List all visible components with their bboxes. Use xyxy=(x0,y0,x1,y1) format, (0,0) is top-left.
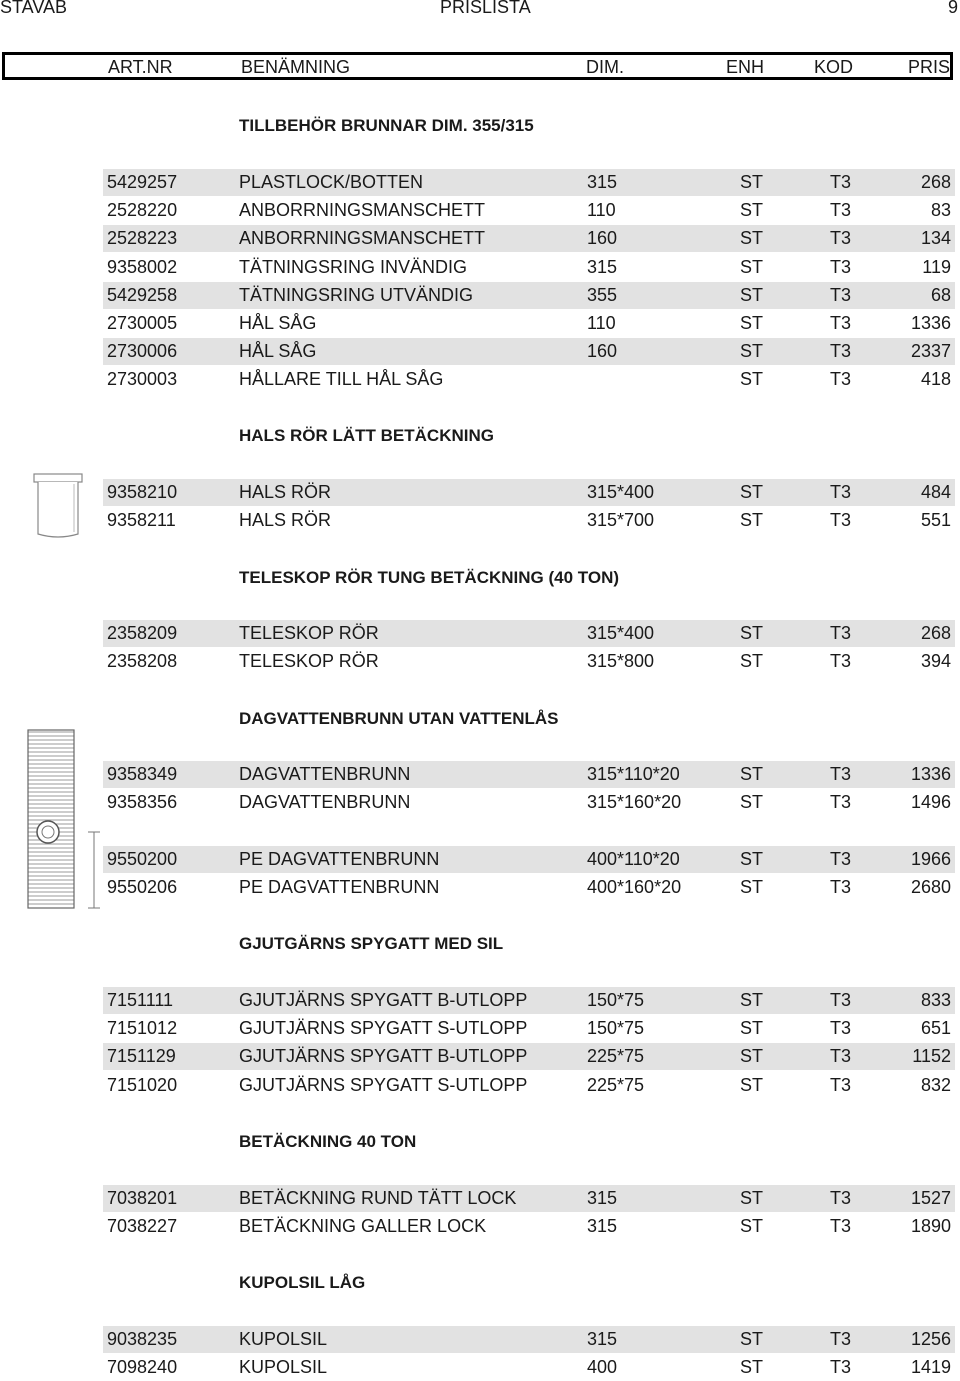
cell-dim: 315*400 xyxy=(587,482,655,502)
cell-kod: T3 xyxy=(830,1329,852,1349)
cell-name: BETÄCKNING RUND TÄTT LOCK xyxy=(239,1188,517,1208)
cell-pris: 268 xyxy=(920,623,951,643)
cell-art: 7098240 xyxy=(107,1357,178,1377)
cell-name: HÅL SÅG xyxy=(239,341,317,361)
cell-enh: ST xyxy=(740,792,764,812)
cell-kod: T3 xyxy=(830,1188,852,1208)
cell-name: ANBORRNINGSMANSCHETT xyxy=(239,200,486,220)
cell-pris: 484 xyxy=(920,482,951,502)
company-name: STAVAB xyxy=(0,0,68,17)
header-kod: KOD xyxy=(814,57,854,77)
cell-kod: T3 xyxy=(830,849,852,869)
gully-well-illustration xyxy=(20,726,102,912)
cell-art: 2528223 xyxy=(107,228,178,248)
cell-pris: 134 xyxy=(920,228,951,248)
cell-kod: T3 xyxy=(830,172,852,192)
cell-pris: 832 xyxy=(920,1075,951,1095)
page-number: 9 xyxy=(948,0,959,17)
cell-kod: T3 xyxy=(830,1357,852,1377)
table-row xyxy=(103,366,955,393)
cell-name: HÅL SÅG xyxy=(239,313,317,333)
cell-art: 9358211 xyxy=(107,510,176,530)
cell-name: GJUTJÄRNS SPYGATT B-UTLOPP xyxy=(239,1046,528,1066)
cell-pris: 1336 xyxy=(910,313,951,333)
cell-enh: ST xyxy=(740,877,764,897)
table-row xyxy=(103,1072,955,1099)
cell-enh: ST xyxy=(740,1329,764,1349)
cell-enh: ST xyxy=(740,369,764,389)
cell-dim: 150*75 xyxy=(587,1018,645,1038)
cell-pris: 1890 xyxy=(910,1216,951,1236)
table-row xyxy=(103,507,955,534)
table-row xyxy=(103,761,955,788)
table-row xyxy=(103,225,955,252)
cell-kod: T3 xyxy=(830,1018,852,1038)
cell-pris: 2337 xyxy=(910,341,951,361)
cell-dim: 315*800 xyxy=(587,651,655,671)
cell-art: 7151012 xyxy=(107,1018,178,1038)
cell-art: 2730005 xyxy=(107,313,178,333)
cell-art: 2730006 xyxy=(107,341,178,361)
cell-kod: T3 xyxy=(830,623,852,643)
cell-art: 5429257 xyxy=(107,172,178,192)
section-title: HALS RÖR LÄTT BETÄCKNING xyxy=(239,426,494,445)
cell-kod: T3 xyxy=(830,285,852,305)
cell-dim: 315 xyxy=(587,257,618,277)
table-row xyxy=(103,197,955,224)
cell-pris: 418 xyxy=(920,369,951,389)
cell-kod: T3 xyxy=(830,990,852,1010)
section-title: DAGVATTENBRUNN UTAN VATTENLÅS xyxy=(239,709,559,728)
table-row xyxy=(103,169,955,196)
document-title: PRISLISTA xyxy=(440,0,531,17)
cell-enh: ST xyxy=(740,1216,764,1236)
table-row xyxy=(103,648,955,675)
cell-enh: ST xyxy=(740,990,764,1010)
cell-enh: ST xyxy=(740,1075,764,1095)
cell-art: 9550200 xyxy=(107,849,178,869)
cell-kod: T3 xyxy=(830,651,852,671)
cell-kod: T3 xyxy=(830,228,852,248)
cell-kod: T3 xyxy=(830,1216,852,1236)
cell-name: ANBORRNINGSMANSCHETT xyxy=(239,228,486,248)
section-title: GJUTGÄRNS SPYGATT MED SIL xyxy=(239,934,504,953)
cell-enh: ST xyxy=(740,482,764,502)
cell-pris: 119 xyxy=(922,257,951,277)
cell-name: PLASTLOCK/BOTTEN xyxy=(239,172,424,192)
cell-pris: 1527 xyxy=(910,1188,951,1208)
cell-art: 7151020 xyxy=(107,1075,178,1095)
cell-kod: T3 xyxy=(830,792,852,812)
cell-name: HALS RÖR xyxy=(239,510,332,530)
cell-kod: T3 xyxy=(830,1046,852,1066)
cell-kod: T3 xyxy=(830,764,852,784)
cell-enh: ST xyxy=(740,257,764,277)
section-title: KUPOLSIL LÅG xyxy=(239,1273,366,1292)
cell-dim: 400 xyxy=(587,1357,618,1377)
cell-dim: 160 xyxy=(587,228,618,248)
cell-dim: 315 xyxy=(587,1188,618,1208)
cell-art: 2358209 xyxy=(107,623,178,643)
cell-dim: 150*75 xyxy=(587,990,645,1010)
cell-dim: 160 xyxy=(587,341,618,361)
cell-dim: 110 xyxy=(587,313,616,333)
cell-enh: ST xyxy=(740,849,764,869)
table-row xyxy=(103,254,955,281)
cell-art: 5429258 xyxy=(107,285,178,305)
cell-name: DAGVATTENBRUNN xyxy=(239,792,411,812)
cell-pris: 1336 xyxy=(910,764,951,784)
header-art: ART.NR xyxy=(108,57,173,77)
cell-kod: T3 xyxy=(830,482,852,502)
table-row xyxy=(103,789,955,816)
cell-art: 2358208 xyxy=(107,651,178,671)
cell-pris: 1419 xyxy=(910,1357,951,1377)
table-row xyxy=(103,1213,955,1240)
table-row xyxy=(103,479,955,506)
cell-enh: ST xyxy=(740,1018,764,1038)
cell-art: 7038227 xyxy=(107,1216,178,1236)
cell-pris: 1256 xyxy=(910,1329,951,1349)
table-row xyxy=(103,310,955,337)
table-row xyxy=(103,874,955,901)
cell-name: DAGVATTENBRUNN xyxy=(239,764,411,784)
cell-kod: T3 xyxy=(830,1075,852,1095)
cell-name: GJUTJÄRNS SPYGATT B-UTLOPP xyxy=(239,990,528,1010)
cell-art: 9550206 xyxy=(107,877,178,897)
cell-pris: 833 xyxy=(920,990,951,1010)
cell-enh: ST xyxy=(740,1188,764,1208)
cell-dim: 315*110*20 xyxy=(587,764,680,784)
cell-name: PE DAGVATTENBRUNN xyxy=(239,877,440,897)
cell-pris: 83 xyxy=(930,200,951,220)
cell-art: 7151129 xyxy=(107,1046,176,1066)
cell-name: KUPOLSIL xyxy=(239,1357,328,1377)
table-row xyxy=(103,1354,955,1381)
cell-name: PE DAGVATTENBRUNN xyxy=(239,849,440,869)
cell-dim: 225*75 xyxy=(587,1075,645,1095)
section-title: TILLBEHÖR BRUNNAR DIM. 355/315 xyxy=(239,116,534,135)
cell-art: 2730003 xyxy=(107,369,178,389)
table-row xyxy=(103,620,955,647)
cell-name: TÄTNINGSRING INVÄNDIG xyxy=(239,257,468,277)
cell-enh: ST xyxy=(740,764,764,784)
header-enh: ENH xyxy=(726,57,765,77)
table-row xyxy=(103,987,955,1014)
cell-enh: ST xyxy=(740,313,764,333)
cell-name: BETÄCKNING GALLER LOCK xyxy=(239,1216,487,1236)
cell-dim: 315*400 xyxy=(587,623,655,643)
cell-art: 9358002 xyxy=(107,257,178,277)
cell-dim: 400*110*20 xyxy=(587,849,680,869)
cell-name: TELESKOP RÖR xyxy=(239,651,379,671)
section-title: TELESKOP RÖR TUNG BETÄCKNING (40 TON) xyxy=(239,568,620,587)
cell-name: HALS RÖR xyxy=(239,482,332,502)
cell-dim: 315*160*20 xyxy=(587,792,682,812)
cell-enh: ST xyxy=(740,651,764,671)
cell-pris: 1496 xyxy=(910,792,951,812)
cell-kod: T3 xyxy=(830,369,852,389)
cell-pris: 651 xyxy=(920,1018,951,1038)
table-row xyxy=(103,1185,955,1212)
header-dim: DIM. xyxy=(586,57,624,77)
cell-name: KUPOLSIL xyxy=(239,1329,328,1349)
cell-enh: ST xyxy=(740,510,764,530)
table-row xyxy=(103,846,955,873)
cell-dim: 315*700 xyxy=(587,510,655,530)
cell-name: TELESKOP RÖR xyxy=(239,623,379,643)
cell-kod: T3 xyxy=(830,313,852,333)
cell-dim: 315 xyxy=(587,172,618,192)
page-header xyxy=(0,0,960,22)
table-row xyxy=(103,282,955,309)
cell-enh: ST xyxy=(740,200,764,220)
cell-enh: ST xyxy=(740,172,764,192)
cell-dim: 315 xyxy=(587,1216,618,1236)
neck-pipe-illustration xyxy=(30,470,86,542)
cell-pris: 2680 xyxy=(910,877,951,897)
cell-name: GJUTJÄRNS SPYGATT S-UTLOPP xyxy=(239,1075,528,1095)
table-row xyxy=(103,1326,955,1353)
cell-enh: ST xyxy=(740,341,764,361)
cell-dim: 225*75 xyxy=(587,1046,645,1066)
cell-pris: 394 xyxy=(920,651,951,671)
cell-dim: 355 xyxy=(587,285,618,305)
table-row xyxy=(103,1015,955,1042)
cell-name: TÄTNINGSRING UTVÄNDIG xyxy=(239,285,474,305)
cell-art: 9358356 xyxy=(107,792,178,812)
cell-enh: ST xyxy=(740,228,764,248)
cell-kod: T3 xyxy=(830,257,852,277)
cell-dim: 315 xyxy=(587,1329,618,1349)
section-title: BETÄCKNING 40 TON xyxy=(239,1132,417,1151)
cell-enh: ST xyxy=(740,623,764,643)
cell-art: 9358349 xyxy=(107,764,178,784)
cell-pris: 68 xyxy=(930,285,951,305)
cell-dim: 110 xyxy=(587,200,616,220)
cell-enh: ST xyxy=(740,1046,764,1066)
cell-name: GJUTJÄRNS SPYGATT S-UTLOPP xyxy=(239,1018,528,1038)
cell-name: HÅLLARE TILL HÅL SÅG xyxy=(239,369,444,389)
cell-art: 2528220 xyxy=(107,200,178,220)
cell-enh: ST xyxy=(740,1357,764,1377)
cell-kod: T3 xyxy=(830,510,852,530)
cell-kod: T3 xyxy=(830,877,852,897)
table-row xyxy=(103,1043,955,1070)
cell-pris: 551 xyxy=(920,510,951,530)
cell-pris: 1966 xyxy=(910,849,951,869)
cell-art: 9038235 xyxy=(107,1329,178,1349)
cell-pris: 268 xyxy=(920,172,951,192)
column-header-row xyxy=(2,52,953,80)
cell-kod: T3 xyxy=(830,341,852,361)
header-pris: PRIS xyxy=(908,57,950,77)
cell-enh: ST xyxy=(740,285,764,305)
cell-dim: 400*160*20 xyxy=(587,877,682,897)
header-name: BENÄMNING xyxy=(241,57,351,77)
cell-art: 9358210 xyxy=(107,482,178,502)
table-row xyxy=(103,338,955,365)
cell-pris: 1152 xyxy=(912,1046,951,1066)
cell-art: 7038201 xyxy=(107,1188,178,1208)
cell-art: 7151111 xyxy=(107,990,174,1010)
cell-kod: T3 xyxy=(830,200,852,220)
